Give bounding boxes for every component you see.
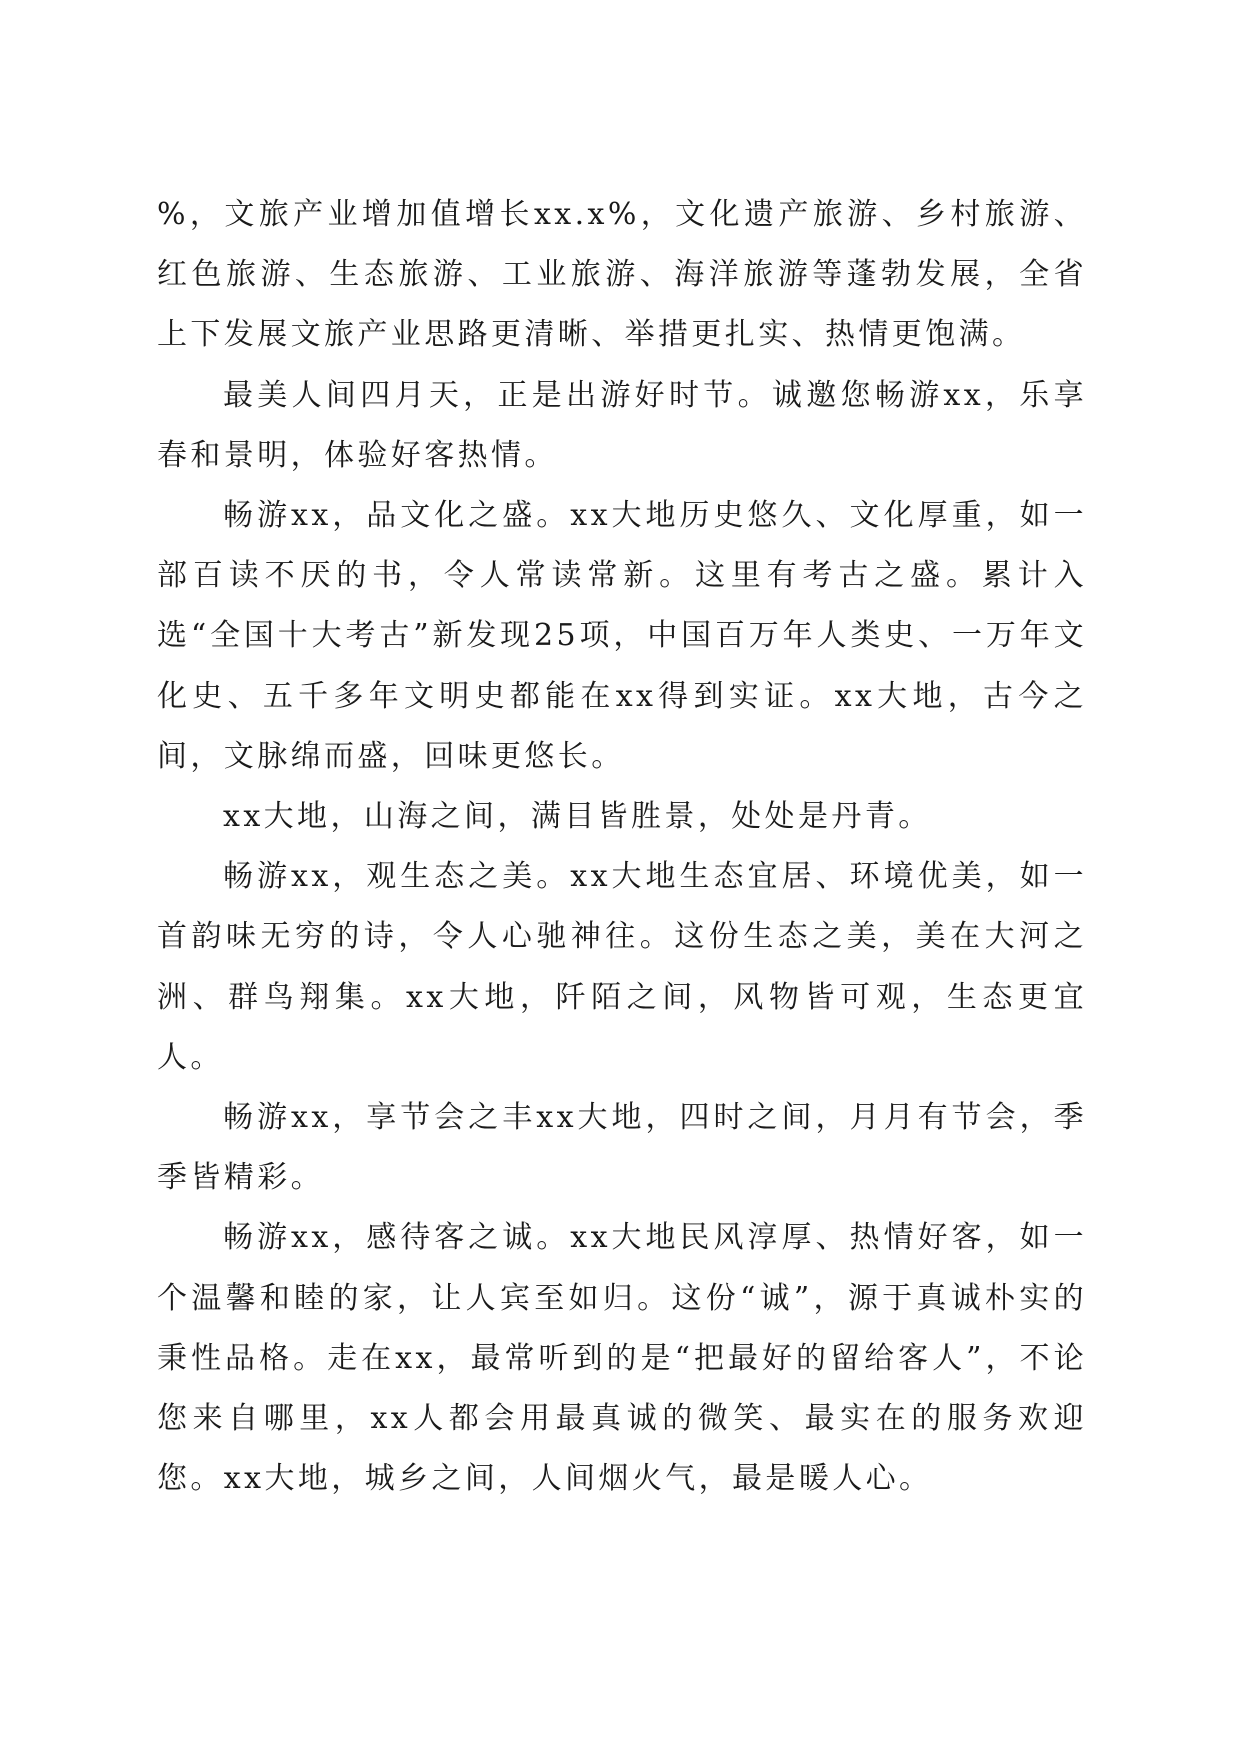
paragraph-6: 畅游xx，享节会之丰xx大地，四时之间，月月有节会，季季皆精彩。 (157, 1100, 1087, 1196)
paragraph-5: 畅游xx，观生态之美。xx大地生态宜居、环境优美，如一首韵味无穷的诗，令人心驰神往。这份生态之美，美在大河之洲、群鸟翔集。xx大地，阡陌之间，风物皆可观，生态更宜人。 (157, 859, 1087, 1075)
paragraph-3: 畅游xx，品文化之盛。xx大地历史悠久、文化厚重，如一部百读不厌的书，令人常读常新。这里有考古之盛。累计入选“全国十大考古”新发现25项，中国百万年人类史、一万年文化史、五千多年文明史都能在xx得到实证。xx大地，古今之间，文脉绵而盛，回味更悠长。 (157, 498, 1087, 774)
paragraph-4: xx大地，山海之间，满目皆胜景，处处是丹青。 (223, 799, 932, 835)
paragraph-2: 最美人间四月天，正是出游好时节。诚邀您畅游xx，乐享春和景明，体验好客热情。 (157, 377, 1087, 473)
paragraph-1: %，文旅产业增加值增长xx.x%，文化遗产旅游、乡村旅游、红色旅游、生态旅游、工业旅游、海洋旅游等蓬勃发展，全省上下发展文旅产业思路更清晰、举措更扎实、热情更饱满。 (157, 197, 1087, 353)
paragraph-7: 畅游xx，感待客之诚。xx大地民风淳厚、热情好客，如一个温馨和睦的家，让人宾至如归。这份“诚”，源于真诚朴实的秉性品格。走在xx，最常听到的是“把最好的留给客人”，不论您来自哪里，xx人都会用最真诚的微笑、最实在的服务欢迎您。xx大地，城乡之间，人间烟火气，最是暖人心。 (157, 1220, 1087, 1497)
document-body (157, 185, 1087, 1509)
